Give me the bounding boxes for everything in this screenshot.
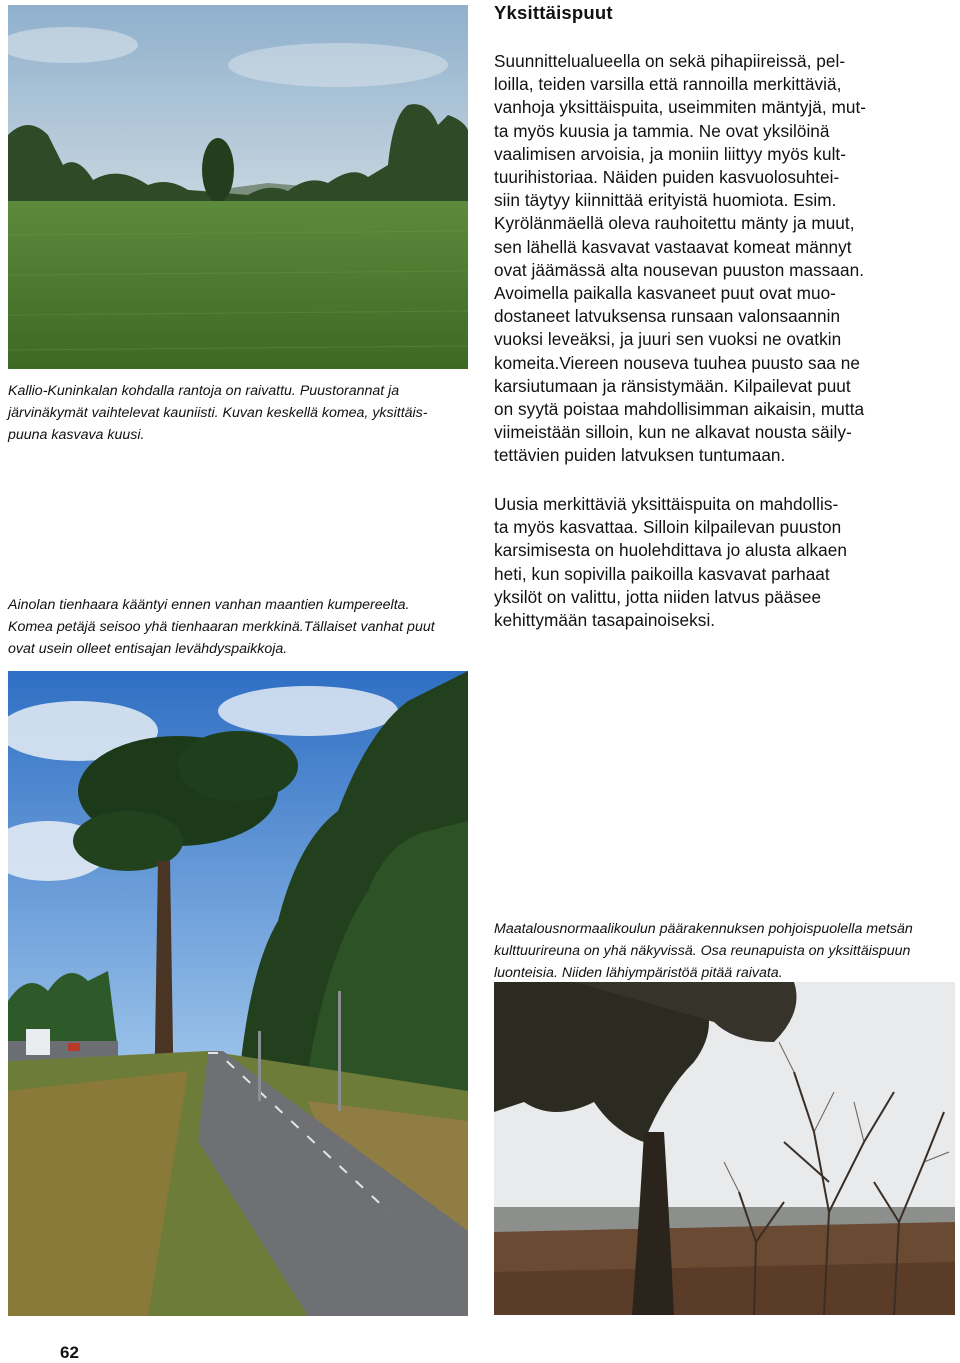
- text-line: Uusia merkittäviä yksittäispuita on mahdollis-: [494, 494, 839, 514]
- text-line: vanhoja yksittäispuita, useimmiten mäntyjä, mut-: [494, 97, 867, 118]
- caption-line: Kallio-Kuninkalan kohdalla rantoja on raivattu. Puustorannat ja: [8, 383, 400, 399]
- field-photo: [8, 5, 468, 369]
- caption-line: Maatalousnormaalikoulun päärakennuksen pohjoispuolella metsän: [494, 921, 913, 937]
- text-line: sen lähellä kasvavat vastaavat komeat männyt: [494, 236, 852, 257]
- caption-line: järvinäkymät vaihtelevat kauniisti. Kuvan keskellä komea, yksittäis-: [8, 405, 428, 421]
- text-line: yksilöt on valittu, jotta niiden latvus pääsee: [494, 586, 822, 607]
- text-line: dostaneet latvuksensa runsaan valonsaannin: [494, 306, 841, 327]
- caption-line: puuna kasvava kuusi.: [8, 427, 145, 443]
- caption-line: kulttuurireuna on yhä näkyvissä. Osa reunapuista on yksittäispuun: [494, 943, 911, 959]
- text-line: Kyrölänmäellä oleva rauhoitettu mänty ja muut,: [494, 213, 855, 234]
- text-line: viimeistään silloin, kun ne alkavat nousta säily-: [494, 422, 852, 443]
- caption-field: [8, 380, 428, 446]
- text-line: vaalimisen arvoisia, ja moniin liittyy myös kult-: [494, 143, 847, 164]
- text-line: on syytä poistaa mahdollisimman aikaisin, mutta: [494, 399, 865, 420]
- text-line: karsimisesta on huolehdittava jo alusta alkaen: [494, 540, 847, 561]
- body-paragraph-1: [494, 50, 866, 468]
- caption-line: Komea petäjä seisoo yhä tienhaaran merkkinä.Tällaiset vanhat puut: [8, 619, 435, 635]
- text-line: vuoksi leveäksi, ja juuri sen vuoksi ne ovatkin: [494, 329, 842, 350]
- text-line: ta myös kasvattaa. Silloin kilpailevan puuston: [494, 517, 842, 538]
- text-line: tettävien puiden latvuksen tuntumaan.: [494, 445, 786, 466]
- text-line: kehittymään tasapainoiseksi.: [494, 610, 716, 631]
- page-number: 62: [60, 1343, 79, 1362]
- caption-line: ovat usein olleet entisajan levähdyspaikkoja.: [8, 641, 288, 657]
- text-line: siin täytyy kiinnittää erityistä huomiota. Esim.: [494, 190, 837, 211]
- caption-trees: [494, 918, 913, 984]
- winter-trees-photo: [494, 982, 955, 1315]
- text-line: tuurihistoriaa. Näiden puiden kasvuolosuhtei-: [494, 167, 840, 188]
- text-line: ta myös kuusia ja tammia. Ne ovat yksilöinä: [494, 120, 830, 141]
- road-photo: [8, 671, 468, 1316]
- text-line: komeita.Viereen nouseva tuuhea puusto saa ne: [494, 352, 860, 373]
- text-line: Avoimella paikalla kasvaneet puut ovat muo-: [494, 283, 836, 304]
- text-line: Suunnittelualueella on sekä pihapiireissä, pel-: [494, 51, 846, 71]
- section-title: Yksittäispuut: [494, 2, 613, 23]
- caption-road: [8, 594, 435, 660]
- body-paragraph-2: [494, 493, 847, 632]
- caption-line: luonteisia. Niiden lähiympäristöä pitää raivata.: [494, 965, 783, 981]
- caption-line: Ainolan tienhaara kääntyi ennen vanhan maantien kumpereelta.: [8, 597, 410, 613]
- text-line: ovat jäämässä alta nousevan puuston massaan.: [494, 259, 865, 280]
- text-line: loilla, teiden varsilla että rannoilla merkittäviä,: [494, 74, 842, 95]
- text-line: heti, kun sopivilla paikoilla kasvavat parhaat: [494, 563, 830, 584]
- text-line: karsiutumaan ja ränsistymään. Kilpailevat puut: [494, 375, 851, 396]
